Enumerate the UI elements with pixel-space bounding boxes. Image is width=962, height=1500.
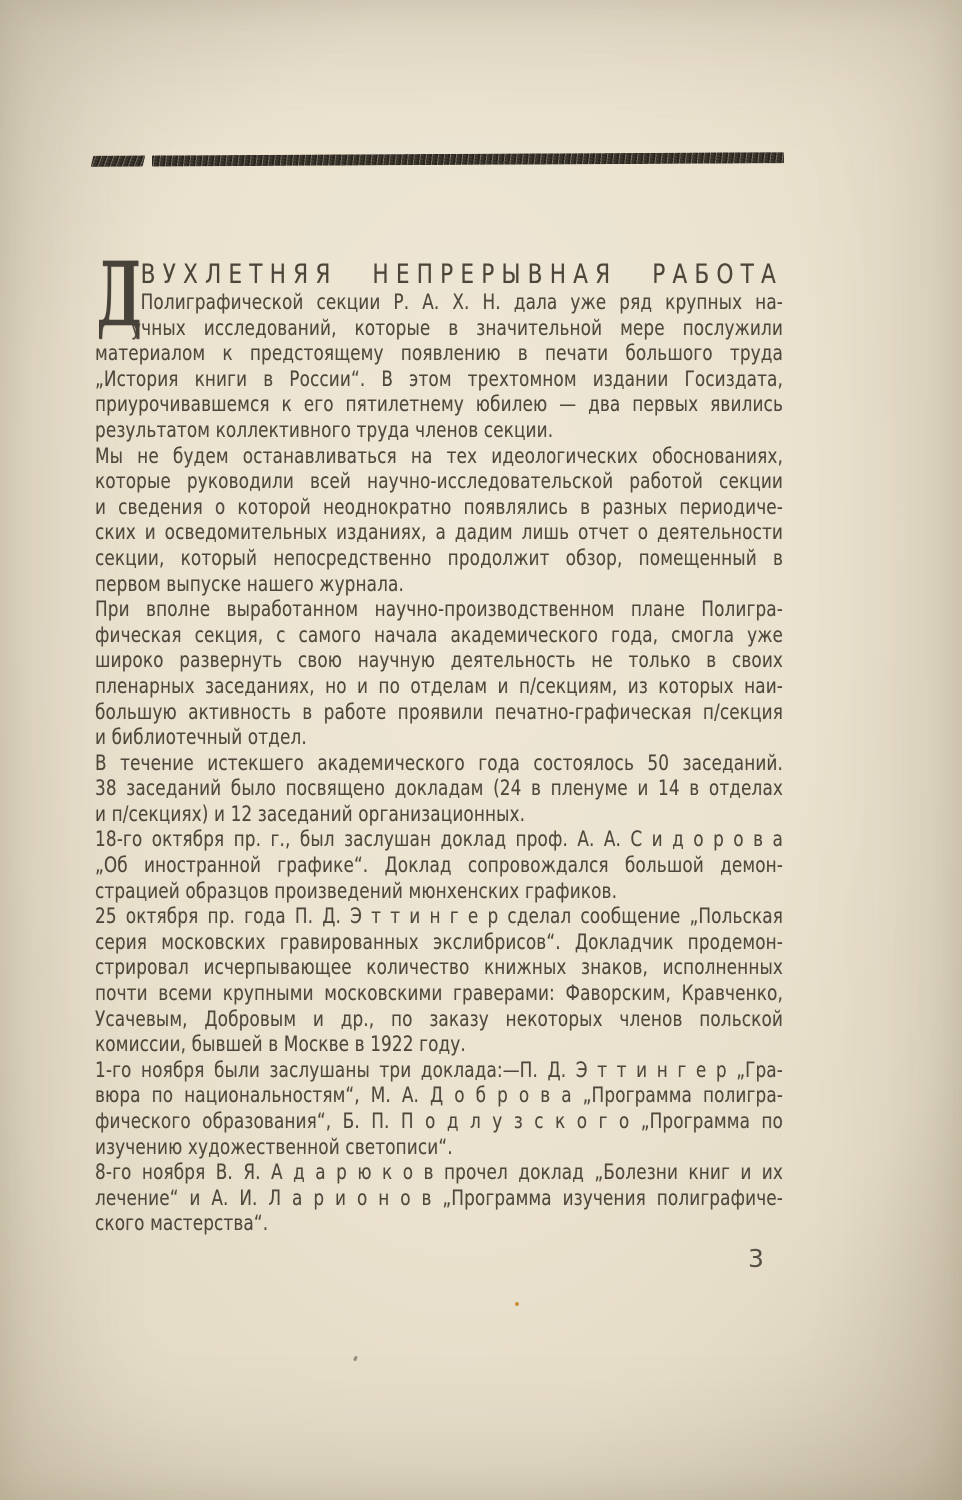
text-line: комиссии, бывшей в Москве в 1922 году. [95,1032,466,1057]
text-line: пленарных заседаниях, но и по отделам и п/секциям, из которых наи- [95,673,783,698]
text-line: При вполне выработанном научно-производственном плане Полигра- [95,597,783,622]
text-line: учных исследований, которые в значительной мере послужили [131,315,783,340]
text-line: большую активность в работе проявили печатно-графическая п/секция [95,699,783,724]
text-line: и п/секциях) и 12 заседаний организационных. [95,801,526,826]
text-line: и сведения о которой неоднократно появлялись в разных периодиче- [95,494,783,519]
text-line: ских и осведомительных изданиях, а дадим лишь отчет о деятельности [95,520,783,545]
text-line: Мы не будем останавливаться на тех идеологических обоснованиях, [95,443,783,468]
drop-cap-letter: Д [96,242,142,346]
text-line: 18-го октября пр. г., был заслушан доклад проф. А. А. С и д о р о в а [95,827,783,852]
text-line: материалом к предстоящему появлению в печати большого труда [95,341,783,366]
text-line: фическая секция, с самого начала академического года, смогла уже [95,622,783,647]
article-title: ВУХЛЕТНЯЯ НЕПРЕРЫВНАЯ РАБОТА [140,260,783,290]
text-line: вюра по национальностям“, М. А. Д о б р о в а „Программа полигра- [95,1083,783,1108]
text-line: „Об иностранной графике“. Доклад сопровождался большой демон- [95,853,783,878]
text-line: 38 заседаний было посвящено докладам (24 в пленуме и 14 в отделах [95,776,783,801]
text-line: 1-го ноября были заслушаны три доклада:—П. Д. Э т т и н г е р „Гра- [95,1057,783,1082]
text-line: широко развернуть свою научную деятельность не только в своих [95,648,783,673]
text-line: страцией образцов произведений мюнхенских графиков. [95,878,618,903]
text-line: почти всеми крупными московскими граверами: Фаворским, Кравченко, [95,981,783,1006]
ornament-short-bar-icon [91,156,146,167]
text-column [95,242,783,1237]
text-line: серия московских гравированных экслибрисов“. Докладчик продемон- [95,929,783,954]
text-line: которые руководили всей научно-исследовательской работой секции [95,469,783,494]
text-line: 25 октября пр. года П. Д. Э т т и н г е р сделал сообщение „Польская [95,904,783,929]
text-line: секции, который непосредственно продолжит обзор, помещенный в [95,545,783,570]
text-line: ского мастерства“. [95,1211,269,1236]
text-line: 8-го ноября В. Я. А д а р ю к о в прочел доклад „Болезни книг и их [95,1160,783,1185]
paper-speck-icon [353,1356,358,1362]
text-line: первом выпуске нашего журнала. [95,571,404,596]
page-number: 3 [748,1244,765,1273]
text-line: приурочивавшемся к его пятилетнему юбилею — два первых явились [95,392,783,417]
text-line: и библиотечный отдел. [95,725,307,750]
text-line: результатом коллективного труда членов секции. [95,417,554,442]
ornament-long-bar-icon [152,152,784,166]
text-line: Полиграфической секции Р. А. Х. Н. дала уже ряд крупных на- [140,290,783,314]
text-line: стрировал исчерпывающее количество книжных знаков, исполненных [95,955,783,980]
text-line: В течение истекшего академического года состоялось 50 заседаний. [95,750,783,775]
text-line: лечение“ и А. И. Л а р и о н о в „Программа изучения полиграфиче- [95,1185,783,1210]
text-line: Усачевым, Добровым и др., по заказу некоторых членов польской [95,1006,783,1031]
header-ornament [92,151,784,169]
text-line: фического образования“, Б. П. П о д л у з с к о г о „Программа по [95,1109,783,1133]
text-line: „История книги в России“. В этом трехтомном издании Госиздата, [95,366,783,391]
paper-speck-icon [515,1302,519,1306]
text-line: изучению художественной светописи“. [95,1134,453,1159]
